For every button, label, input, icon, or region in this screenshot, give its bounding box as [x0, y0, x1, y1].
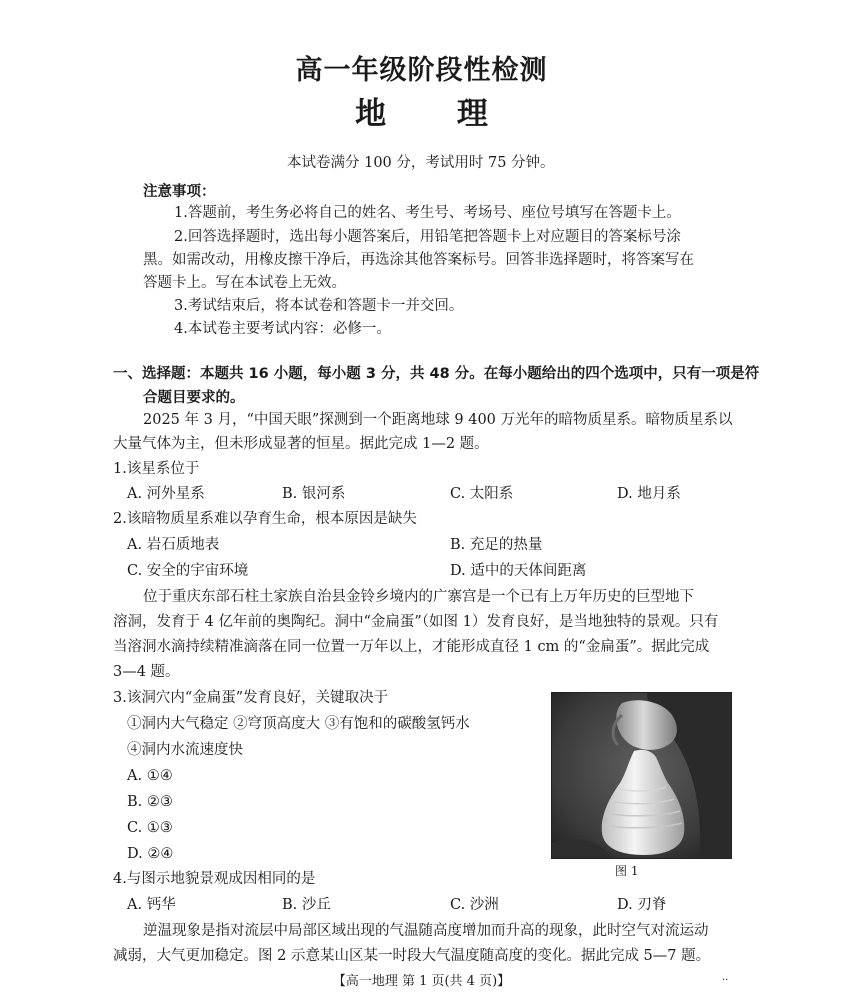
note-item: 4.本试卷主要考试内容：必修一。: [174, 321, 391, 337]
figure-caption: 图 1: [615, 864, 639, 878]
passage-line: 溶洞，发育于 4 亿年前的奥陶纪。洞中“金扁蛋”（如图 1）发育良好，是当地独特的景观。只有: [113, 614, 719, 630]
section-heading-cont: 合题目要求的。: [143, 390, 245, 406]
notes-heading: 注意事项：: [143, 184, 216, 200]
passage-line: 当溶洞水滴持续精准滴落在同一位置一万年以上，才能形成直径 1 cm 的“金扁蛋”。据此完成: [113, 639, 710, 655]
corner-mark: ··: [722, 975, 729, 986]
passage-line: 逆温现象是指对流层中局部区域出现的气温随高度增加而升高的现象，此时空气对流运动: [143, 923, 709, 939]
option: D. 刃脊: [617, 897, 667, 913]
note-item: 3.考试结束后，将本试卷和答题卡一并交回。: [174, 298, 464, 314]
stalagmite-image: [552, 693, 731, 858]
statement-line: ④洞内水流速度快: [127, 742, 243, 758]
question-stem: 4.与图示地貌景观成因相同的是: [113, 871, 316, 887]
option: C. 太阳系: [450, 486, 514, 502]
option: B. 充足的热量: [450, 537, 543, 553]
option: B. ②③: [127, 794, 173, 810]
page-footer: 【高一地理 第 1 页(共 4 页)】: [332, 974, 511, 989]
subject-title: 地 理: [355, 96, 488, 132]
question-stem: 2.该暗物质星系难以孕育生命，根本原因是缺失: [113, 511, 417, 527]
note-item: 2.回答选择题时，选出每小题答案后，用铅笔把答题卡上对应题目的答案标号涂: [174, 229, 681, 245]
option: C. 沙洲: [450, 897, 499, 913]
passage-line: 减弱，大气更加稳定。图 2 示意某山区某一时段大气温度随高度的变化。据此完成 5—7 题。: [113, 948, 711, 964]
exam-intro: 本试卷满分 100 分，考试用时 75 分钟。: [287, 155, 555, 171]
option: D. 地月系: [617, 486, 681, 502]
page-title: 高一年级阶段性检测: [295, 55, 548, 86]
option: A. 钙华: [127, 897, 176, 913]
option: B. 银河系: [282, 486, 346, 502]
option: C. 安全的宇宙环境: [127, 563, 249, 579]
option: A. 岩石质地表: [127, 537, 220, 553]
cave-photo: [551, 692, 732, 859]
option: A. ①④: [127, 768, 173, 784]
question-stem: 3.该洞穴内“金扁蛋”发育良好，关键取决于: [113, 690, 389, 706]
passage-line: 2025 年 3 月，“中国天眼”探测到一个距离地球 9 400 万光年的暗物质星系。暗物质星系以: [143, 412, 733, 428]
option: D. ②④: [127, 846, 174, 862]
note-item: 1.答题前，考生务必将自己的姓名、考生号、考场号、座位号填写在答题卡上。: [174, 205, 681, 221]
option: A. 河外星系: [127, 486, 205, 502]
question-stem: 1.该星系位于: [113, 461, 200, 477]
option: D. 适中的天体间距离: [450, 563, 587, 579]
note-item: 黑。如需改动，用橡皮擦干净后，再选涂其他答案标号。回答非选择题时，将答案写在: [143, 252, 694, 268]
option: C. ①③: [127, 820, 173, 836]
passage-line: 大量气体为主，但未形成显著的恒星。据此完成 1—2 题。: [113, 436, 489, 452]
passage-line: 3—4 题。: [113, 664, 180, 680]
note-item: 答题卡上。写在本试卷上无效。: [143, 275, 346, 291]
statement-line: ①洞内大气稳定 ②穹顶高度大 ③有饱和的碳酸氢钙水: [127, 716, 470, 732]
section-heading: 一、选择题：本题共 16 小题，每小题 3 分，共 48 分。在每小题给出的四个选项中，只有一项是符: [113, 366, 760, 382]
option: B. 沙丘: [282, 897, 331, 913]
passage-line: 位于重庆东部石柱土家族自治县金铃乡境内的广寨宫是一个已有上万年历史的巨型地下: [143, 589, 694, 605]
